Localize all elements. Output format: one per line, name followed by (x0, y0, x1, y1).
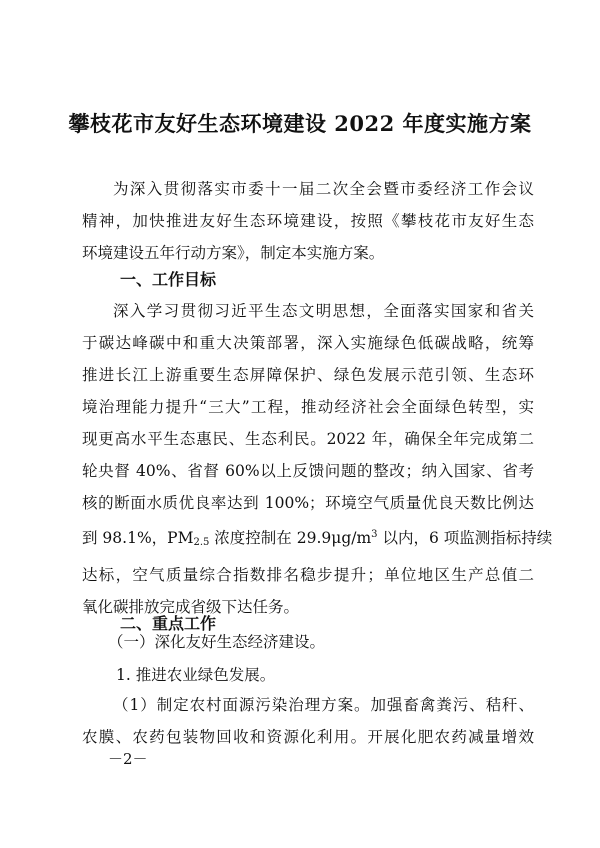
goals-line: 达标，空气质量综合指数排名稳步提升；单位地区生产总值二 (82, 566, 534, 584)
goals-line-pm25 (82, 519, 553, 559)
section-heading-goals: 一、工作目标 (120, 270, 217, 289)
pm-mid: 浓度控制在 29.9μg/m (209, 529, 372, 547)
intro-line: 精神，加快推进友好生态环境建设，按照《攀枝花市友好生态 (82, 212, 534, 230)
section-heading-key-work: 二、重点工作 (120, 614, 217, 633)
intro-line: 环境建设五年行动方案》，制定本实施方案。 (82, 244, 385, 262)
pm-superscript: 3 (371, 529, 378, 540)
goals-line: 推进长江上游重要生态屏障保护、绿色发展示范引领、生态环 (82, 366, 534, 384)
pm-suffix: 以内，6 项监测指标持续 (377, 529, 553, 547)
intro-paragraph (82, 173, 534, 269)
pm-subscript: 2.5 (193, 537, 210, 548)
goals-line: 境治理能力提升“三大”工程，推动经济社会全面绿色转型，实 (82, 398, 534, 416)
item-detail-paragraph (82, 689, 534, 753)
detail-line: （1）制定农村面源污染治理方案。加强畜禽粪污、秸秆、 (113, 696, 534, 714)
goals-line: 氧化碳排放完成省级下达任务。 (82, 598, 300, 616)
goals-paragraph (82, 295, 553, 623)
goals-line: 现更高水平生态惠民、生态利民。2022 年，确保全年完成第二 (82, 430, 534, 448)
item-heading: 1. 推进农业绿色发展。 (116, 666, 276, 684)
detail-line: 农膜、农药包装物回收和资源化利用。开展化肥农药减量增效 (82, 728, 534, 746)
document-title: 攀枝花市友好生态环境建设 2022 年度实施方案 (68, 111, 532, 136)
goals-line: 轮央督 40%、省督 60%以上反馈问题的整改；纳入国家、省考 (82, 462, 534, 480)
page-number: －2－ (108, 750, 148, 768)
intro-line: 为深入贯彻落实市委十一届二次全会暨市委经济工作会议 (113, 180, 534, 198)
goals-line: 于碳达峰碳中和重大决策部署，深入实施绿色低碳战略，统筹 (82, 334, 534, 352)
subsection-heading: （一）深化友好生态经济建设。 (108, 633, 326, 651)
pm-prefix: 到 98.1%，PM (82, 529, 194, 547)
goals-line: 深入学习贯彻习近平生态文明思想，全面落实国家和省关 (113, 302, 534, 320)
goals-line: 核的断面水质优良率达到 100%；环境空气质量优良天数比例达 (82, 494, 534, 512)
